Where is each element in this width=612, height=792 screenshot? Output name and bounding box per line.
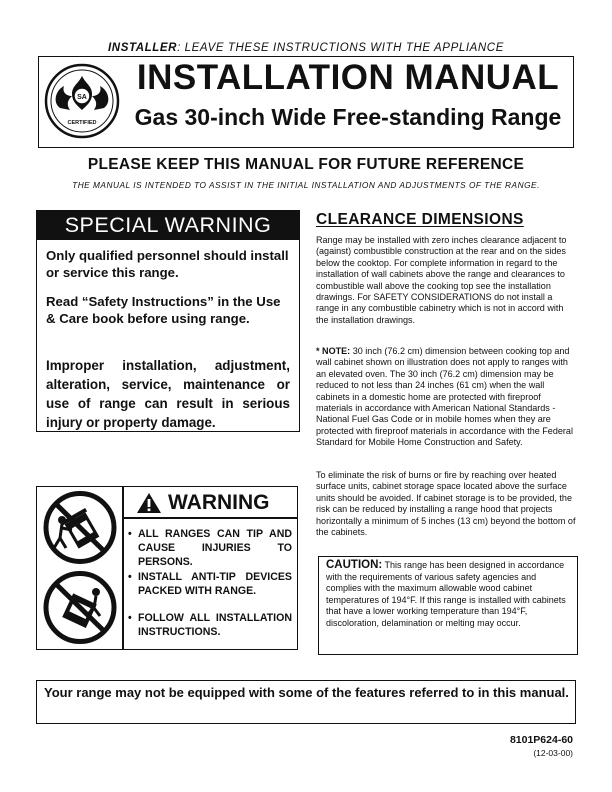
- caution-text: [326, 560, 570, 630]
- clearance-note-text: 30 inch (76.2 cm) dimension between cooking top and wall cabinet shown on illustration does not apply to ranges with an elevated oven. The 30 inch (76.2 cm) dimension may be reduced to not less than 24 inches (61 cm) when the wall cabinets in a domestic home are protected with fireproof materials in accordance with American National Standards - National Fuel Gas Code or in mobile homes when they are protected with fireproof materials in accordance with the Federal Standard for Mobile Home Construction and Safety.: [316, 346, 573, 448]
- csa-certified-logo-icon: [42, 62, 122, 140]
- clearance-note-label: * NOTE:: [316, 346, 351, 356]
- features-notice: Your range may not be equipped with some of the features referred to in this manual.: [44, 685, 569, 700]
- caution-label: CAUTION:: [326, 559, 383, 571]
- installer-label: INSTALLER: [108, 42, 178, 54]
- caution-body: This range has been designed in accordance with the requirements of various safety agencies and complies with the maximum allowable wood cabinet temperatures of 194°F. If this range is installed with cabinets that have a lower working temperature than 194°F, discoloration, delamination or melting may occur.: [326, 560, 566, 628]
- clearance-paragraph-3: To eliminate the risk of burns or fire by reaching over heated surface units, cabinet storage space located above the surface units should be avoided. If cabinet storage is to be provided, the risk can be reduced by installing a range hood that projects horizontally a minimum of 5 inches (13 cm) beyond the bottom of the cabinets.: [316, 470, 576, 538]
- svg-text:SA: SA: [77, 94, 87, 101]
- warning-item-tip: • ALL RANGES CAN TIP AND CAUSE INJURIES TO PERSONS.: [128, 528, 292, 568]
- warning-item-anti-tip-text: INSTALL ANTI-TIP DEVICES PACKED WITH RANGE.: [138, 571, 292, 597]
- clearance-note: [316, 346, 578, 449]
- special-warning-read-safety: Read “Safety Instructions” in the Use & Care book before using range.: [46, 294, 281, 326]
- logo-text: CERTIFIED: [67, 120, 97, 126]
- manual-subtitle: Gas 30-inch Wide Free-standing Range: [134, 104, 562, 130]
- special-warning-title: SPECIAL WARNING: [36, 210, 300, 240]
- intended-notice: THE MANUAL IS INTENDED TO ASSIST IN THE INITIAL INSTALLATION AND ADJUSTMENTS OF THE RANGE.: [72, 180, 540, 190]
- warning-item-follow-text: FOLLOW ALL INSTALLATION INSTRUCTIONS.: [138, 612, 292, 638]
- special-warning-qualified: Only qualified personnel should install or service this range.: [46, 248, 289, 280]
- special-warning-improper: Improper installation, adjustment, alteration, service, maintenance or use of range can result in serious injury or property damage.: [46, 358, 290, 430]
- warning-divider: [122, 486, 124, 650]
- installer-text: : LEAVE THESE INSTRUCTIONS WITH THE APPLIANCE: [177, 42, 504, 54]
- range-tipping-prohibited-icon: [40, 490, 120, 565]
- manual-title: INSTALLATION MANUAL: [136, 58, 560, 97]
- clearance-title: CLEARANCE DIMENSIONS: [316, 211, 524, 228]
- warning-rule: [124, 517, 297, 519]
- anti-tip-device-icon: [40, 570, 120, 645]
- document-date: (12-03-00): [533, 748, 573, 758]
- keep-manual-notice: PLEASE KEEP THIS MANUAL FOR FUTURE REFERENCE: [87, 156, 525, 173]
- warning-item-tip-text: ALL RANGES CAN TIP AND CAUSE INJURIES TO PERSONS.: [138, 528, 292, 568]
- warning-triangle-icon: [136, 492, 162, 514]
- warning-title: WARNING: [168, 491, 270, 514]
- warning-item-anti-tip: • INSTALL ANTI-TIP DEVICES PACKED WITH RANGE.: [128, 571, 292, 597]
- document-number: 8101P624-60: [509, 734, 573, 746]
- clearance-paragraph-1: Range may be installed with zero inches clearance adjacent to (against) combustible construction at the rear and on the sides below the cooktop. For complete information in regard to the installation of wall cabinets above the range and clearances to combustible wall above the cooking top see the installation drawings. For SAFETY CONSIDERATIONS do not install a range in any combustible cabinetry which is not in accord with the installation drawings.: [316, 235, 567, 325]
- installer-notice: [0, 42, 612, 54]
- warning-item-follow: • FOLLOW ALL INSTALLATION INSTRUCTIONS.: [128, 612, 292, 638]
